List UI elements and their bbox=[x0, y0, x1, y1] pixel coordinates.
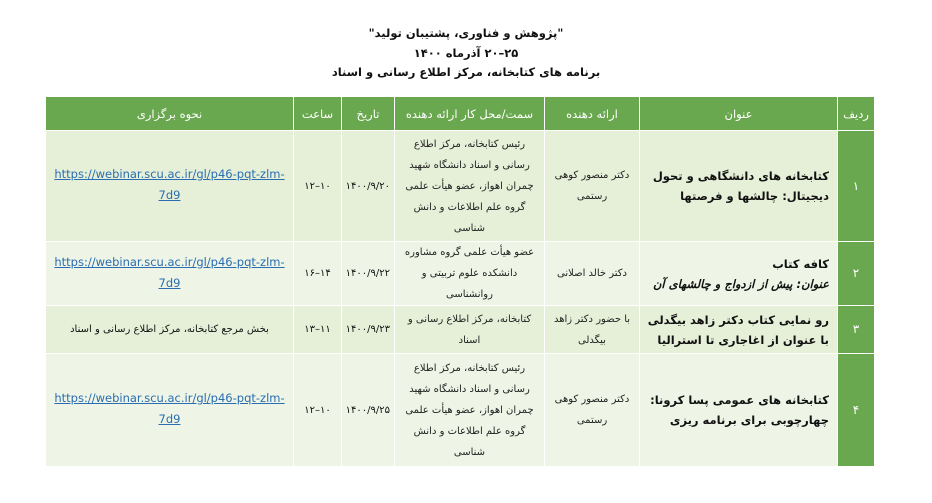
row-date: ۱۴۰۰/۹/۲۵ bbox=[342, 354, 395, 467]
document-header bbox=[0, 0, 932, 83]
row-title-text: کتابخانه های دانشگاهی و تحول دیجیتال: چالشها و فرصتها bbox=[652, 169, 829, 203]
row-time: ۱۰–۱۲ bbox=[294, 131, 342, 242]
col-header-row-no: ردیف bbox=[838, 97, 875, 131]
row-unit: رئیس کتابخانه، مرکز اطلاع رسانی و اسناد دانشگاه شهید چمران اهواز، عضو هیأت علمی گروه علم اطلاعات و دانش شناسی bbox=[395, 354, 545, 467]
row-title bbox=[640, 242, 838, 306]
row-presenter: دکتر منصور کوهی رستمی bbox=[545, 131, 640, 242]
row-title-text: رو نمایی کتاب دکتر زاهد بیگدلی با عنوان از اغاجاری تا استرالیا bbox=[647, 312, 829, 347]
row-title-text: کافه کتاب bbox=[772, 256, 829, 271]
webinar-link[interactable]: https://webinar.scu.ac.ir/gl/p46-pqt-zlm-7d9 bbox=[54, 391, 285, 426]
webinar-link[interactable]: https://webinar.scu.ac.ir/gl/p46-pqt-zlm-7d9 bbox=[54, 167, 285, 202]
row-presenter: دکتر خالد اصلانی bbox=[545, 242, 640, 306]
row-title bbox=[640, 131, 838, 242]
col-header-time: ساعت bbox=[294, 97, 342, 131]
row-number: ۲ bbox=[838, 242, 875, 306]
row-title bbox=[640, 354, 838, 467]
row-number: ۱ bbox=[838, 131, 875, 242]
row-presenter: با حضور دکتر زاهد بیگدلی bbox=[545, 306, 640, 354]
table-row bbox=[46, 242, 875, 306]
header-program-title: برنامه های کتابخانه، مرکز اطلاع رسانی و اسناد bbox=[331, 65, 601, 79]
table-header-row bbox=[46, 97, 875, 131]
row-date: ۱۴۰۰/۹/۲۳ bbox=[342, 306, 395, 354]
row-number: ۴ bbox=[838, 354, 875, 467]
col-header-presenter: ارائه دهنده bbox=[545, 97, 640, 131]
row-number: ۳ bbox=[838, 306, 875, 354]
header-dates: ۲۵–۲۰ آذرماه ۱۴۰۰ bbox=[413, 45, 519, 60]
row-unit: کتابخانه، مرکز اطلاع رسانی و اسناد bbox=[395, 306, 545, 354]
table-row bbox=[46, 131, 875, 242]
row-date: ۱۴۰۰/۹/۲۰ bbox=[342, 131, 395, 242]
row-time: ۱۴–۱۶ bbox=[294, 242, 342, 306]
row-method bbox=[46, 131, 294, 242]
row-title-text: کتابخانه های عمومی پسا کرونا: چهارچوبی برای برنامه ریزی bbox=[650, 393, 829, 427]
col-header-method: نحوه برگزاری bbox=[46, 97, 294, 131]
row-presenter: دکتر منصور کوهی رستمی bbox=[545, 354, 640, 467]
webinar-link[interactable]: https://webinar.scu.ac.ir/gl/p46-pqt-zlm-7d9 bbox=[54, 254, 285, 290]
row-time: ۱۱–۱۳ bbox=[294, 306, 342, 354]
header-slogan: "پژوهش و فناوری، پشتیبان تولید" bbox=[368, 26, 564, 40]
row-time: ۱۰–۱۲ bbox=[294, 354, 342, 467]
program-table bbox=[45, 96, 875, 467]
table-row bbox=[46, 354, 875, 467]
row-method bbox=[46, 242, 294, 306]
col-header-title: عنوان bbox=[640, 97, 838, 131]
col-header-unit: سمت/محل کار ارائه دهنده bbox=[395, 97, 545, 131]
row-title-subtitle: عنوان: پیش از ازدواج و چالشهای آن bbox=[652, 276, 829, 291]
table-row bbox=[46, 306, 875, 354]
row-method: بخش مرجع کتابخانه، مرکز اطلاع رسانی و اسناد bbox=[46, 306, 294, 354]
col-header-date: تاریخ bbox=[342, 97, 395, 131]
row-date: ۱۴۰۰/۹/۲۲ bbox=[342, 242, 395, 306]
row-unit: عضو هیأت علمی گروه مشاوره دانشکده علوم تربیتی و روانشناسی bbox=[395, 242, 545, 306]
row-title bbox=[640, 306, 838, 354]
row-method bbox=[46, 354, 294, 467]
row-unit: رئیس کتابخانه، مرکز اطلاع رسانی و اسناد دانشگاه شهید چمران اهواز، عضو هیأت علمی گروه علم اطلاعات و دانش شناسی bbox=[395, 131, 545, 242]
